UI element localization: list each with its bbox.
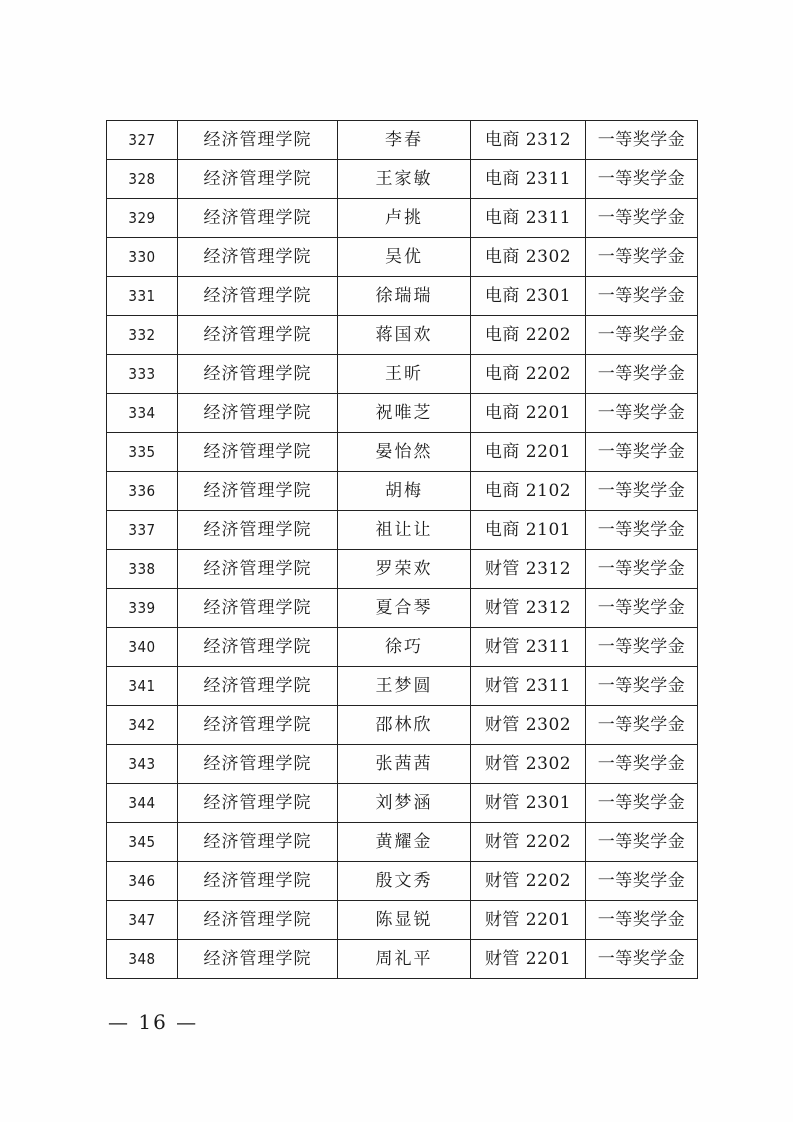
class-cell: 电商 2302	[471, 238, 586, 277]
student-name-cell: 罗荣欢	[338, 550, 471, 589]
table-row	[107, 472, 698, 511]
award-cell: 一等奖学金	[586, 862, 698, 901]
award-cell: 一等奖学金	[586, 511, 698, 550]
class-cell: 电商 2202	[471, 316, 586, 355]
row-number-cell: 334	[107, 394, 178, 433]
row-number-cell: 340	[107, 628, 178, 667]
table-row	[107, 784, 698, 823]
award-cell: 一等奖学金	[586, 745, 698, 784]
class-cell: 财管 2302	[471, 706, 586, 745]
college-cell: 经济管理学院	[178, 433, 338, 472]
row-number-cell: 335	[107, 433, 178, 472]
student-name-cell: 祝唯芝	[338, 394, 471, 433]
award-cell: 一等奖学金	[586, 901, 698, 940]
student-name-cell: 黄耀金	[338, 823, 471, 862]
college-cell: 经济管理学院	[178, 589, 338, 628]
table-row	[107, 511, 698, 550]
college-cell: 经济管理学院	[178, 745, 338, 784]
row-number-cell: 339	[107, 589, 178, 628]
class-cell: 财管 2312	[471, 589, 586, 628]
row-number-cell: 331	[107, 277, 178, 316]
college-cell: 经济管理学院	[178, 940, 338, 979]
award-cell: 一等奖学金	[586, 784, 698, 823]
college-cell: 经济管理学院	[178, 277, 338, 316]
college-cell: 经济管理学院	[178, 121, 338, 160]
row-number-cell: 338	[107, 550, 178, 589]
row-number-cell: 348	[107, 940, 178, 979]
table-row	[107, 355, 698, 394]
class-cell: 财管 2312	[471, 550, 586, 589]
award-cell: 一等奖学金	[586, 706, 698, 745]
award-cell: 一等奖学金	[586, 160, 698, 199]
class-cell: 电商 2312	[471, 121, 586, 160]
class-cell: 财管 2201	[471, 940, 586, 979]
table-row	[107, 394, 698, 433]
college-cell: 经济管理学院	[178, 862, 338, 901]
student-name-cell: 刘梦涵	[338, 784, 471, 823]
class-cell: 电商 2311	[471, 199, 586, 238]
row-number-cell: 333	[107, 355, 178, 394]
student-name-cell: 殷文秀	[338, 862, 471, 901]
row-number-cell: 347	[107, 901, 178, 940]
student-name-cell: 王梦圆	[338, 667, 471, 706]
table-body	[107, 121, 698, 979]
award-cell: 一等奖学金	[586, 823, 698, 862]
student-name-cell: 胡梅	[338, 472, 471, 511]
college-cell: 经济管理学院	[178, 199, 338, 238]
row-number-cell: 327	[107, 121, 178, 160]
row-number-cell: 328	[107, 160, 178, 199]
student-name-cell: 卢挑	[338, 199, 471, 238]
row-number-cell: 341	[107, 667, 178, 706]
award-cell: 一等奖学金	[586, 199, 698, 238]
class-cell: 电商 2301	[471, 277, 586, 316]
class-cell: 财管 2311	[471, 628, 586, 667]
class-cell: 财管 2302	[471, 745, 586, 784]
college-cell: 经济管理学院	[178, 316, 338, 355]
student-name-cell: 王家敏	[338, 160, 471, 199]
award-cell: 一等奖学金	[586, 355, 698, 394]
college-cell: 经济管理学院	[178, 550, 338, 589]
class-cell: 财管 2202	[471, 823, 586, 862]
award-cell: 一等奖学金	[586, 238, 698, 277]
scholarship-table	[106, 120, 698, 979]
class-cell: 电商 2202	[471, 355, 586, 394]
row-number-cell: 337	[107, 511, 178, 550]
student-name-cell: 邵林欣	[338, 706, 471, 745]
row-number-cell: 342	[107, 706, 178, 745]
table-row	[107, 901, 698, 940]
student-name-cell: 徐巧	[338, 628, 471, 667]
college-cell: 经济管理学院	[178, 784, 338, 823]
class-cell: 财管 2301	[471, 784, 586, 823]
award-cell: 一等奖学金	[586, 433, 698, 472]
table-row	[107, 706, 698, 745]
student-name-cell: 张茜茜	[338, 745, 471, 784]
award-cell: 一等奖学金	[586, 121, 698, 160]
college-cell: 经济管理学院	[178, 238, 338, 277]
class-cell: 财管 2311	[471, 667, 586, 706]
college-cell: 经济管理学院	[178, 355, 338, 394]
table-row	[107, 550, 698, 589]
college-cell: 经济管理学院	[178, 667, 338, 706]
class-cell: 电商 2201	[471, 394, 586, 433]
row-number-cell: 344	[107, 784, 178, 823]
student-name-cell: 晏怡然	[338, 433, 471, 472]
college-cell: 经济管理学院	[178, 511, 338, 550]
college-cell: 经济管理学院	[178, 706, 338, 745]
award-cell: 一等奖学金	[586, 667, 698, 706]
student-name-cell: 夏合琴	[338, 589, 471, 628]
class-cell: 财管 2202	[471, 862, 586, 901]
college-cell: 经济管理学院	[178, 823, 338, 862]
table-row	[107, 589, 698, 628]
college-cell: 经济管理学院	[178, 901, 338, 940]
student-name-cell: 陈显锐	[338, 901, 471, 940]
award-cell: 一等奖学金	[586, 316, 698, 355]
table-row	[107, 160, 698, 199]
student-name-cell: 祖让让	[338, 511, 471, 550]
table-row	[107, 433, 698, 472]
award-cell: 一等奖学金	[586, 940, 698, 979]
college-cell: 经济管理学院	[178, 628, 338, 667]
table-row	[107, 277, 698, 316]
table-row	[107, 199, 698, 238]
student-name-cell: 周礼平	[338, 940, 471, 979]
class-cell: 电商 2201	[471, 433, 586, 472]
student-name-cell: 徐瑞瑞	[338, 277, 471, 316]
class-cell: 电商 2101	[471, 511, 586, 550]
table-row	[107, 940, 698, 979]
student-name-cell: 王昕	[338, 355, 471, 394]
table-row	[107, 121, 698, 160]
table-row	[107, 862, 698, 901]
row-number-cell: 336	[107, 472, 178, 511]
award-cell: 一等奖学金	[586, 394, 698, 433]
class-cell: 电商 2102	[471, 472, 586, 511]
table-row	[107, 823, 698, 862]
award-cell: 一等奖学金	[586, 628, 698, 667]
college-cell: 经济管理学院	[178, 394, 338, 433]
table-row	[107, 238, 698, 277]
college-cell: 经济管理学院	[178, 160, 338, 199]
page-number: — 16 —	[108, 1010, 199, 1034]
award-cell: 一等奖学金	[586, 589, 698, 628]
award-cell: 一等奖学金	[586, 472, 698, 511]
table-row	[107, 667, 698, 706]
student-name-cell: 蒋国欢	[338, 316, 471, 355]
table-row	[107, 628, 698, 667]
student-name-cell: 吴优	[338, 238, 471, 277]
table-row	[107, 745, 698, 784]
row-number-cell: 329	[107, 199, 178, 238]
row-number-cell: 343	[107, 745, 178, 784]
class-cell: 电商 2311	[471, 160, 586, 199]
row-number-cell: 330	[107, 238, 178, 277]
row-number-cell: 346	[107, 862, 178, 901]
award-cell: 一等奖学金	[586, 277, 698, 316]
college-cell: 经济管理学院	[178, 472, 338, 511]
student-name-cell: 李春	[338, 121, 471, 160]
row-number-cell: 332	[107, 316, 178, 355]
class-cell: 财管 2201	[471, 901, 586, 940]
row-number-cell: 345	[107, 823, 178, 862]
table-row	[107, 316, 698, 355]
award-cell: 一等奖学金	[586, 550, 698, 589]
